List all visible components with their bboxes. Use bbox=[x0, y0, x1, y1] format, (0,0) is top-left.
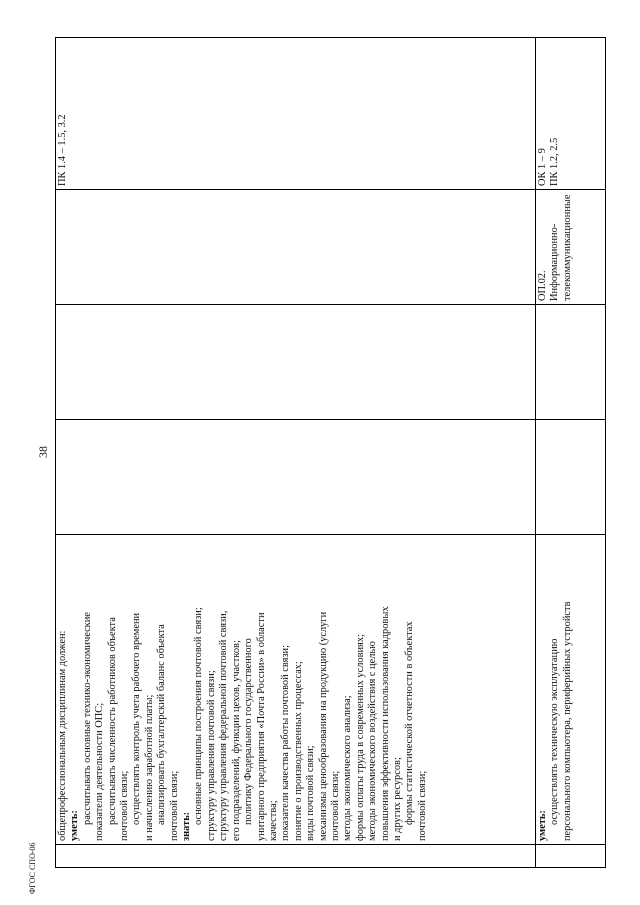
requirement-line: его подразделений, функции цехов, участков; bbox=[230, 640, 242, 841]
requirement-line: политику Федерального государственного bbox=[243, 638, 255, 825]
requirements-cell bbox=[56, 535, 536, 845]
competencies-cell bbox=[56, 38, 536, 190]
requirement-line: почтовой связи; bbox=[119, 770, 131, 841]
requirement-line: виды почтовой связи; bbox=[305, 745, 317, 841]
requirement-line: и начислению заработной платы; bbox=[143, 694, 155, 841]
requirement-line: персонального компьютера, периферийных устройств bbox=[561, 601, 573, 841]
competencies-cell bbox=[536, 38, 606, 190]
requirement-line: уметь: bbox=[537, 810, 548, 841]
competency-table bbox=[55, 37, 606, 868]
discipline-cell bbox=[536, 190, 606, 305]
requirement-line: формы статистической отчетности в объектах bbox=[404, 621, 416, 825]
requirement-line: формы оплаты труда в современных условиях; bbox=[354, 634, 366, 841]
requirement-line: структуру управления почтовой связи; bbox=[205, 670, 217, 841]
competencies-text: ПК 1.2, 2.5 bbox=[549, 137, 561, 186]
requirement-line: осуществлять контроль учета рабочего времени bbox=[131, 612, 143, 825]
requirement-line: структуру управления федеральной почтовой связи, bbox=[218, 610, 230, 841]
competencies-text: ОК 1 – 9 bbox=[537, 148, 548, 186]
discipline-code: ОП.02. bbox=[537, 270, 548, 301]
requirement-line: качества; bbox=[267, 800, 279, 841]
requirement-line: показатели качества работы почтовой связи; bbox=[280, 645, 292, 841]
requirement-line: почтовой связи; bbox=[416, 770, 428, 841]
requirement-line: повышения эффективности использования кадровых bbox=[379, 606, 391, 841]
requirement-line: уметь: bbox=[69, 810, 81, 841]
requirement-line: почтовой связи; bbox=[329, 770, 341, 841]
page-number: 38 bbox=[36, 446, 50, 458]
requirement-line: методы экономического воздействия с целью bbox=[367, 641, 379, 841]
requirement-line: знать: bbox=[181, 811, 193, 841]
footer-label: ФГОС СПО-06 bbox=[28, 842, 37, 894]
requirement-line: унитарного предприятия «Почта России» в области bbox=[255, 612, 267, 841]
requirement-line: рассчитывать численность работников объекта bbox=[106, 617, 118, 825]
requirement-line: показатели деятельности ОПС; bbox=[94, 702, 106, 841]
requirement-line: осуществлять техническую эксплуатацию bbox=[549, 638, 561, 825]
discipline-name-line: Информационно- bbox=[549, 223, 561, 301]
discipline-cell bbox=[56, 190, 536, 305]
requirement-line: анализировать бухгалтерский баланс объекта bbox=[156, 624, 168, 825]
requirement-line: общепрофессиональным дисциплинам должен: bbox=[57, 630, 68, 841]
table-row bbox=[536, 38, 606, 868]
competencies-text: ПК 1.4 – 1.5, 3.2 bbox=[57, 114, 68, 186]
hours-max-cell bbox=[536, 420, 606, 535]
requirement-line: почтовой связи; bbox=[168, 770, 180, 841]
index-cell bbox=[536, 845, 606, 868]
hours-max-cell bbox=[56, 420, 536, 535]
requirements-cell bbox=[536, 535, 606, 845]
requirement-line: основные принципы построения почтовой связи; bbox=[193, 607, 205, 825]
table-row bbox=[56, 38, 536, 868]
requirement-line: и других ресурсов; bbox=[391, 757, 403, 841]
discipline-name-line: телекоммуникационные bbox=[561, 194, 573, 301]
hours-mandatory-cell bbox=[536, 305, 606, 420]
requirement-line: методы экономического анализа; bbox=[342, 695, 354, 841]
rotated-page bbox=[36, 38, 605, 868]
hours-mandatory-cell bbox=[56, 305, 536, 420]
requirement-line: механизмы ценообразования на продукцию (услуги bbox=[317, 611, 329, 841]
requirement-line: рассчитывать основные технико-экономические bbox=[81, 612, 93, 825]
requirement-line: понятие о производственных процессах; bbox=[292, 661, 304, 841]
index-cell bbox=[56, 845, 536, 868]
